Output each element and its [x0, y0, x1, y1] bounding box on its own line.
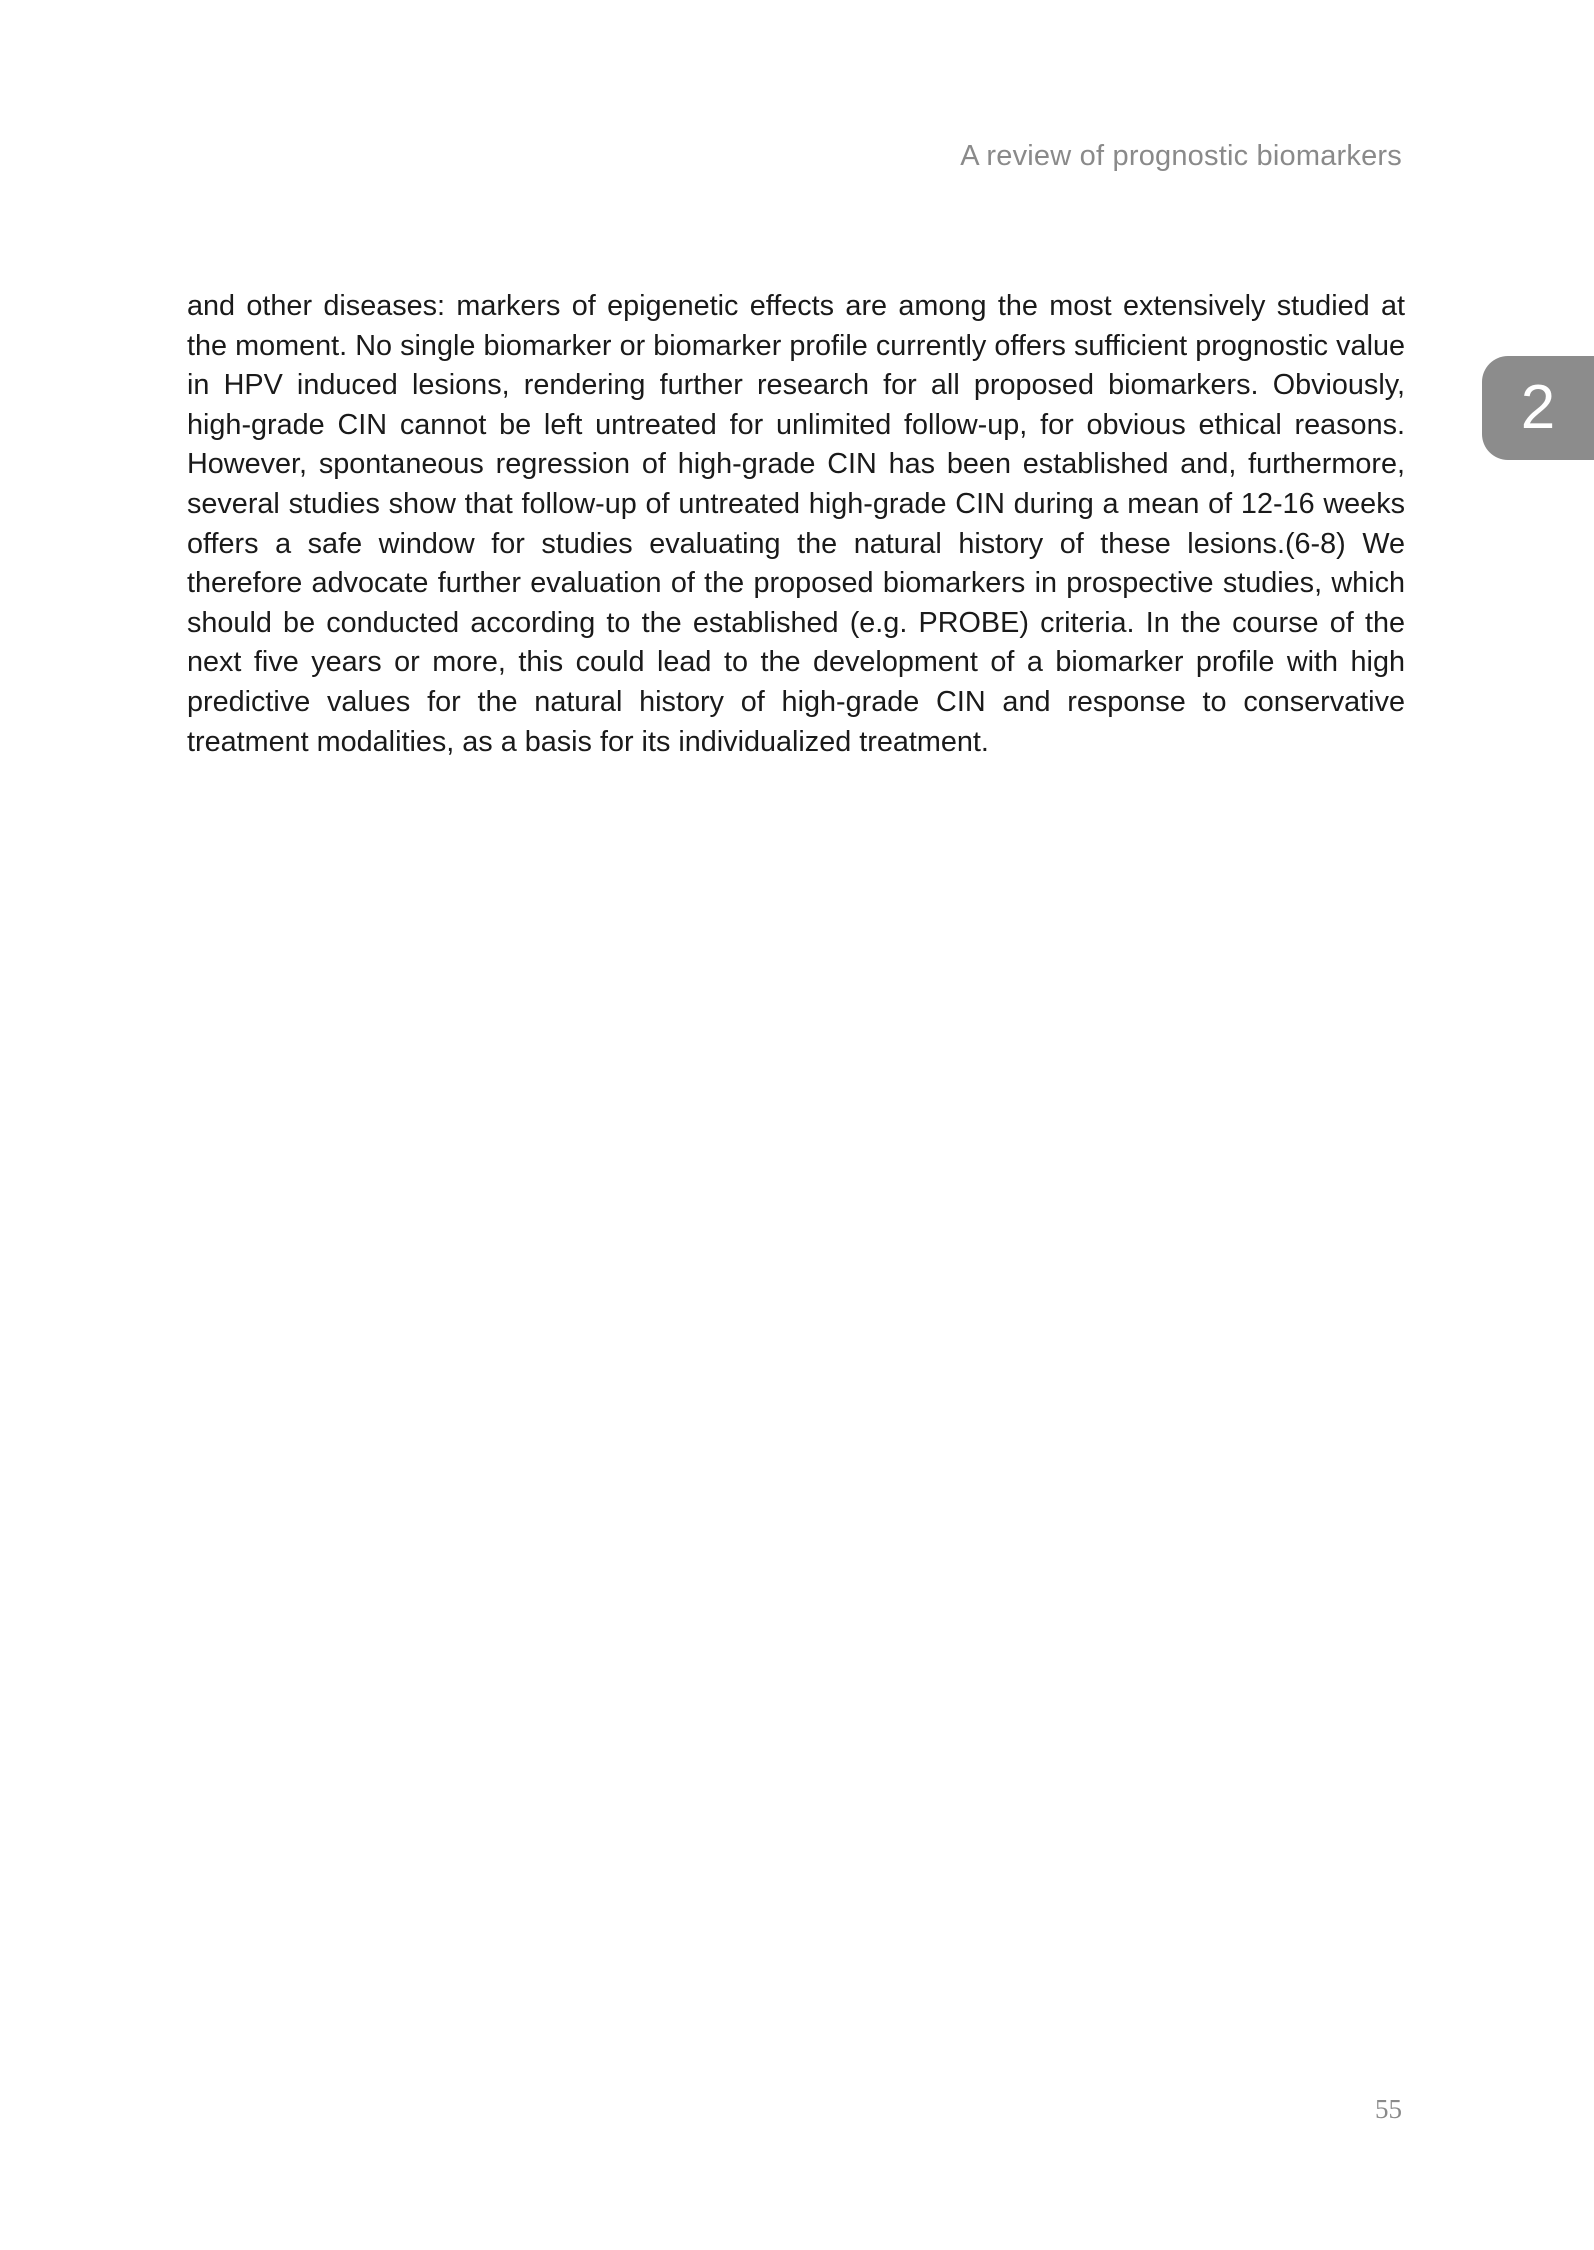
page-number: 55	[1375, 2094, 1402, 2124]
running-header: A review of prognostic biomarkers	[960, 140, 1402, 172]
chapter-tab	[1482, 356, 1594, 460]
chapter-number: 2	[1520, 373, 1556, 442]
body-paragraph: and other diseases: markers of epigenetic effects are among the most extensively studied at the moment. No single biomarker or biomarker profile currently offers sufficient prognostic value in HPV induced lesions, rendering further research for all proposed biomarkers. Obviously, high-grade CIN cannot be left untreated for unlimited follow-up, for obvious ethical reasons. However, spontaneous regression of high-grade CIN has been established and, furthermore, several studies show that follow-up of untreated high-grade CIN during a mean of 12-16 weeks offers a safe window for studies evaluating the natural history of these lesions.(6-8) We therefore advocate further evaluation of the proposed biomarkers in prospective studies, which should be conducted according to the established (e.g. PROBE) criteria. In the course of the next five years or more, this could lead to the development of a biomarker profile with high predictive values for the natural history of high-grade CIN and response to conservative treatment modalities, as a basis for its individualized treatment.	[187, 290, 1405, 758]
